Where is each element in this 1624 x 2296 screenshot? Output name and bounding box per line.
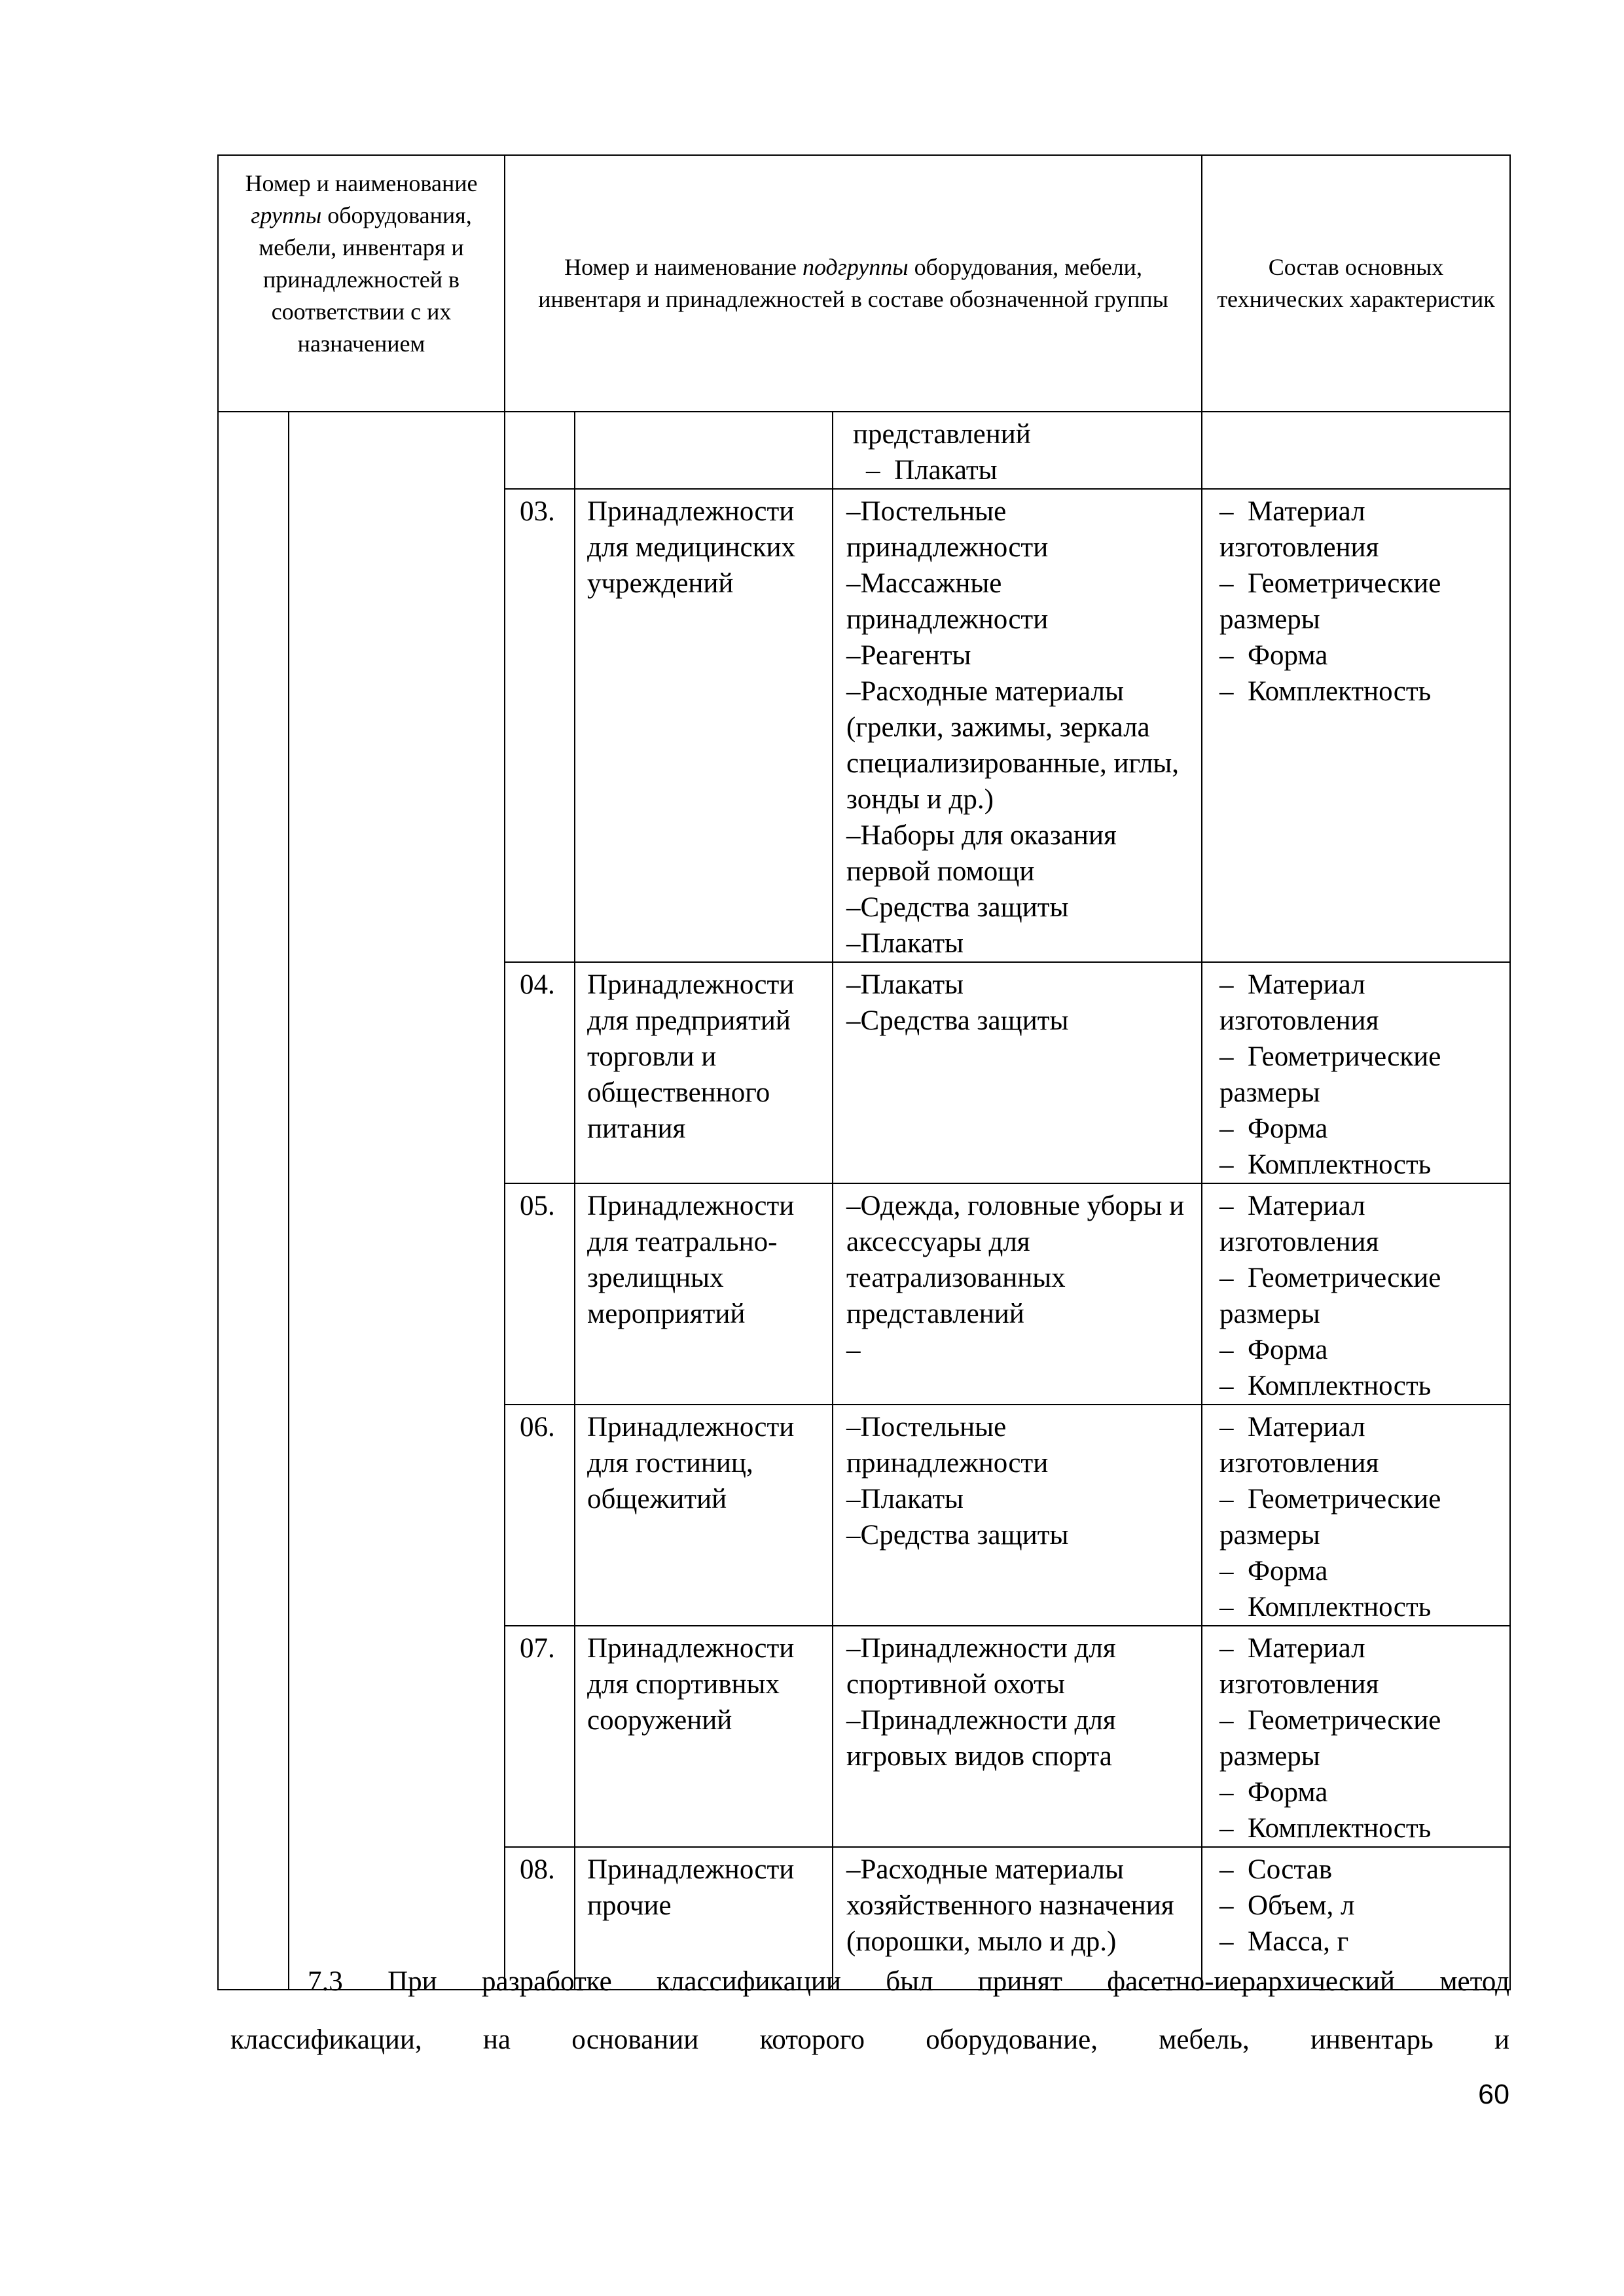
subgroup-name: Принадлежности прочие xyxy=(575,1847,833,1990)
list-item: – Геометрические размеры xyxy=(1219,1041,1449,1108)
subgroup-items-cell xyxy=(833,1405,1202,1626)
list-item: – Форма xyxy=(1219,1556,1328,1587)
subgroup-number: 03. xyxy=(505,489,575,962)
subgroup-name: Принадлежности для предприятий торговли и общественного питания xyxy=(575,962,833,1183)
subgroup-number: 08. xyxy=(505,1847,575,1990)
list-item: –Расходные материалы хозяйственного назначения (порошки, мыло и др.) xyxy=(846,1854,1182,1957)
list-item: – Материал изготовления xyxy=(1219,1191,1379,1257)
list-item: – Плакаты xyxy=(866,455,998,486)
body-paragraph-line-2: классификации, на основании которого оборудование, мебель, инвентарь и xyxy=(230,2024,1509,2055)
subgroup-number: 04. xyxy=(505,962,575,1183)
list-item: – Комплектность xyxy=(1219,1149,1432,1180)
list-item: – Состав xyxy=(1219,1854,1333,1885)
list-item: – Материал изготовления xyxy=(1219,1412,1379,1479)
subgroup-number: 06. xyxy=(505,1405,575,1626)
list-item: –Средства защиты xyxy=(846,1005,1069,1036)
header-group: Номер и наименование группы оборудования, мебели, инвентаря и принадлежностей в соответствии с их назначением xyxy=(218,155,505,412)
list-item: –Средства защиты xyxy=(846,1520,1069,1551)
list-item: – Материал изготовления xyxy=(1219,969,1379,1036)
list-item: –Средства защиты xyxy=(846,892,1069,923)
subgroup-items-cell xyxy=(833,962,1202,1183)
header-tech-characteristics: Состав основных технических характеристик xyxy=(1202,155,1510,412)
subgroup-items-cell xyxy=(833,412,1202,489)
characteristics-cell xyxy=(1202,489,1510,962)
list-item: – Комплектность xyxy=(1219,1371,1432,1401)
subgroup-name: Принадлежности для гостиниц, общежитий xyxy=(575,1405,833,1626)
header-subgroup: Номер и наименование подгруппы оборудования, мебели, инвентаря и принадлежностей в составе обозначенной группы xyxy=(505,155,1202,412)
subgroup-number-cell xyxy=(505,412,575,489)
list-item: – Геометрические размеры xyxy=(1219,1705,1449,1772)
list-item: –Принадлежности для спортивной охоты xyxy=(846,1633,1123,1700)
list-item: – Форма xyxy=(1219,1335,1328,1365)
subgroup-number: 07. xyxy=(505,1626,575,1847)
characteristics-cell xyxy=(1202,1405,1510,1626)
subgroup-items-cell xyxy=(833,489,1202,962)
list-item: представлений xyxy=(853,419,1031,450)
list-item: –Плакаты xyxy=(846,969,964,1000)
page-number: 60 xyxy=(1478,2079,1509,2110)
body-paragraph-line-1: 7.3 При разработке классификации был принят фасетно-иерархический метод xyxy=(308,1966,1509,1997)
group-name-cell xyxy=(289,412,505,1990)
subgroup-number: 05. xyxy=(505,1183,575,1405)
list-item: –Постельные принадлежности xyxy=(846,1412,1049,1479)
list-item: – Объем, л xyxy=(1219,1890,1355,1921)
characteristics-cell xyxy=(1202,1183,1510,1405)
table-row-continuation xyxy=(218,412,1510,489)
list-item: –Массажные принадлежности xyxy=(846,568,1049,635)
table-header-row xyxy=(218,155,1510,412)
subgroup-items-cell xyxy=(833,1183,1202,1405)
list-item: – xyxy=(846,1335,861,1365)
subgroup-name: Принадлежности для спортивных сооружений xyxy=(575,1626,833,1847)
list-item: – Геометрические размеры xyxy=(1219,1263,1449,1329)
list-item: – Материал изготовления xyxy=(1219,496,1379,563)
list-item: –Реагенты xyxy=(846,640,971,671)
list-item: – Форма xyxy=(1219,1113,1328,1144)
characteristics-cell xyxy=(1202,962,1510,1183)
characteristics-cell xyxy=(1202,1626,1510,1847)
list-item: – Комплектность xyxy=(1219,1813,1432,1844)
subgroup-name: Принадлежности для театрально-зрелищных мероприятий xyxy=(575,1183,833,1405)
list-item: –Плакаты xyxy=(846,1484,964,1515)
list-item: – Комплектность xyxy=(1219,676,1432,707)
list-item: – Геометрические размеры xyxy=(1219,568,1449,635)
list-item: –Расходные материалы (грелки, зажимы, зеркала специализированные, иглы, зонды и др.) xyxy=(846,676,1186,815)
group-number-cell xyxy=(218,412,289,1990)
list-item: – Форма xyxy=(1219,640,1328,671)
subgroup-name-cell xyxy=(575,412,833,489)
list-item: – Масса, г xyxy=(1219,1926,1349,1957)
list-item: – Геометрические размеры xyxy=(1219,1484,1449,1551)
list-item: –Одежда, головные уборы и аксессуары для театрализованных представлений xyxy=(846,1191,1191,1329)
subgroup-items-cell xyxy=(833,1626,1202,1847)
list-item: –Постельные принадлежности xyxy=(846,496,1049,563)
list-item: –Наборы для оказания первой помощи xyxy=(846,820,1124,887)
list-item: – Комплектность xyxy=(1219,1592,1432,1623)
list-item: –Плакаты xyxy=(846,928,964,959)
list-item: – Материал изготовления xyxy=(1219,1633,1379,1700)
characteristics-cell xyxy=(1202,412,1510,489)
list-item: –Принадлежности для игровых видов спорта xyxy=(846,1705,1123,1772)
classification-table xyxy=(217,154,1511,1990)
subgroup-name: Принадлежности для медицинских учреждений xyxy=(575,489,833,962)
list-item: – Форма xyxy=(1219,1777,1328,1808)
